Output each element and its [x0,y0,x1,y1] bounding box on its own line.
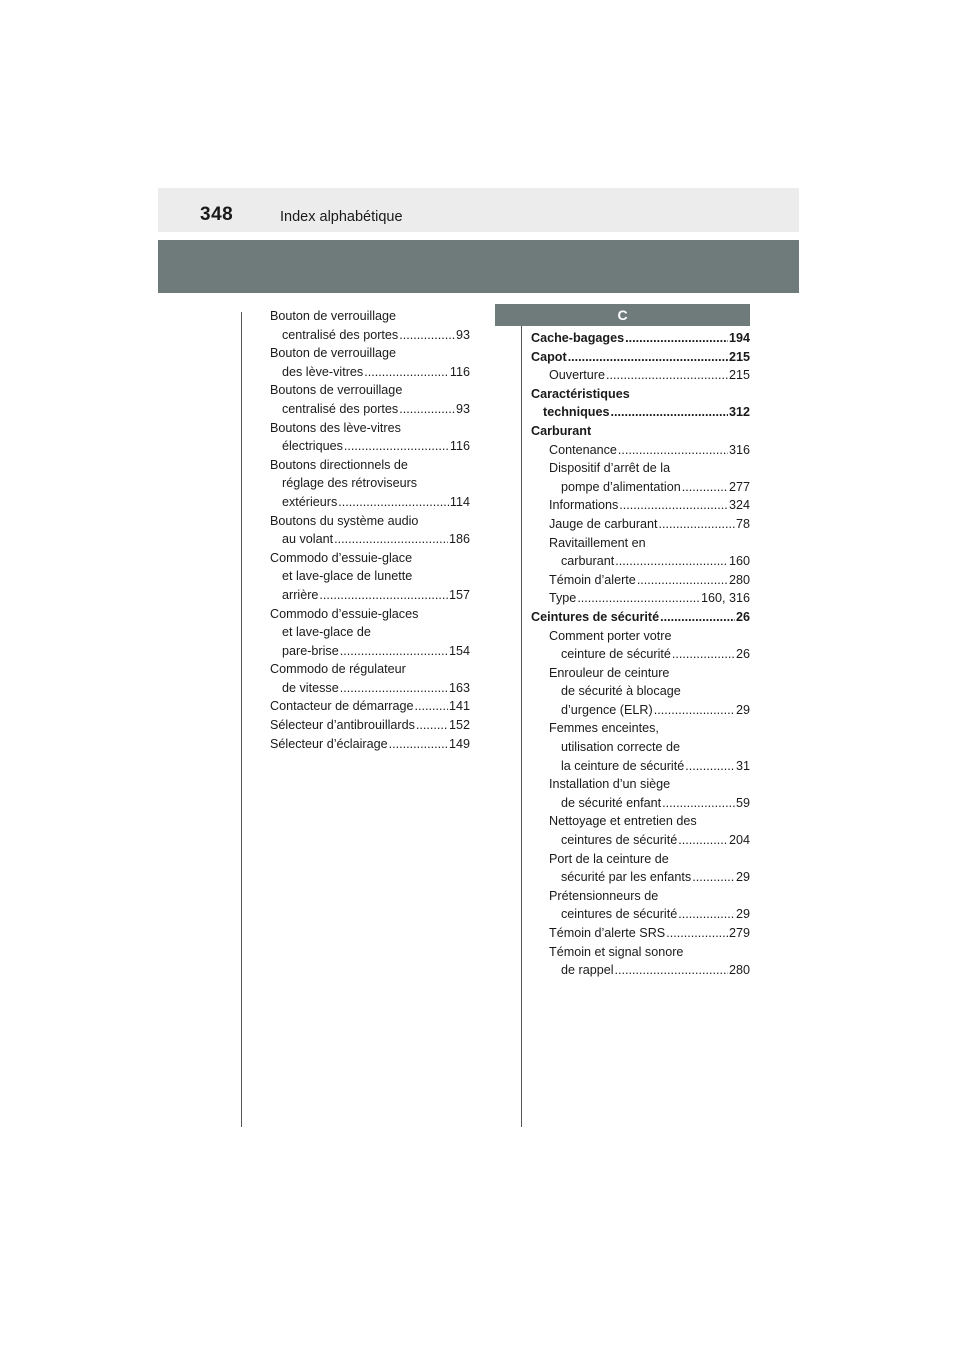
index-entry-text: sécurité par les enfants [561,870,692,885]
dot-leader [685,757,735,776]
index-entry-text: ceintures de sécurité [561,833,678,848]
index-entry-text: Femmes enceintes, [549,721,659,736]
index-entry-page: 204 [728,833,750,848]
index-entry-text: Boutons des lève-vitres [270,420,401,435]
dot-leader [625,329,728,348]
index-entry-text: Témoin d’alerte SRS [549,926,666,940]
index-entry-page: 160, 316 [700,591,750,606]
index-entry-page: 29 [735,870,750,885]
index-entry-text: de rappel [561,963,614,978]
index-entry [531,961,750,980]
index-entry [531,868,750,887]
index-entry-text: Ouverture [549,368,605,383]
index-entry [531,459,750,478]
index-entry-text: réglage des rétroviseurs [282,476,418,491]
dot-leader [678,831,728,850]
index-entry [270,697,470,716]
index-entry [270,567,470,586]
index-entry [531,627,750,646]
index-entry [531,422,750,441]
index-entry-text: de sécurité à blocage [561,684,681,699]
left-index-column [270,307,470,753]
dot-leader [615,552,728,571]
middle-column-rule [521,312,522,1127]
header-band [158,240,799,293]
dot-leader [662,794,735,813]
index-entry-page: 277 [728,479,750,494]
index-entry-page: 324 [728,498,750,513]
index-entry [270,344,470,363]
index-entry-page: 29 [735,907,750,922]
dot-leader [682,478,728,497]
dot-leader [672,645,735,664]
index-entry-text: Dispositif d’arrêt de la [549,461,671,476]
header-bar [158,188,799,232]
index-entry-text: Bouton de verrouillage [270,309,397,323]
index-entry-text: carburant [561,554,615,569]
index-entry-text: Ravitaillement en [549,535,646,550]
index-entry-text: électriques [282,439,343,454]
index-entry-text: arrière [282,587,319,602]
index-entry [531,385,750,404]
index-entry [531,831,750,850]
index-entry [531,645,750,664]
index-entry [531,552,750,571]
index-entry-text: la ceinture de sécurité [561,758,685,773]
index-entry [531,441,750,460]
index-entry [531,719,750,738]
index-entry [270,363,470,382]
index-entry-page: 163 [448,680,470,695]
index-entry [531,664,750,683]
index-entry [531,738,750,757]
index-entry-page: 186 [448,532,470,547]
index-entry-text: extérieurs [282,494,338,509]
index-entry-text: Port de la ceinture de [549,851,669,866]
index-entry [531,403,750,422]
index-entry-text: Prétensionneurs de [549,888,659,903]
index-entry-text: Comment porter votre [549,628,672,643]
dot-leader [338,493,449,512]
index-entry-text: techniques [543,405,610,420]
dot-leader [389,735,448,754]
index-entry [531,943,750,962]
index-entry-page: 114 [449,494,470,509]
index-entry-text: pare-brise [282,643,339,658]
dot-leader [399,400,455,419]
index-entry [270,400,470,419]
index-entry [531,812,750,831]
index-entry-page: 157 [448,587,470,602]
index-entry-text: Jauge de carburant [549,516,658,531]
index-entry-page: 280 [728,963,750,978]
index-entry-text: Installation d’un siège [549,777,671,792]
index-entry-text: et lave-glace de [282,625,371,640]
index-entry [531,850,750,869]
index-entry-text: Contenance [549,442,617,457]
index-entry-page: 78 [735,516,750,531]
index-entry [531,589,750,608]
index-entry [270,530,470,549]
index-entry-text: Témoin et signal sonore [549,944,684,959]
index-entry-page: 160 [728,554,750,569]
index-entry-text: Contacteur de démarrage [270,699,414,714]
dot-leader [610,403,728,422]
dot-leader [659,515,735,534]
index-entry-page: 279 [728,926,750,940]
index-entry [531,515,750,534]
dot-leader [615,961,728,980]
page-number: 348 [200,204,234,225]
index-entry [270,437,470,456]
index-entry-text: et lave-glace de lunette [282,569,413,584]
index-entry [531,478,750,497]
index-entry [531,534,750,553]
index-entry-text: Type [549,591,577,606]
index-entry-text: au volant [282,532,334,547]
index-entry [270,549,470,568]
index-entry-text: Commodo de régulateur [270,662,406,677]
index-entry-page: 149 [448,736,470,751]
dot-leader [606,366,728,385]
index-entry [270,660,470,679]
index-entry [531,775,750,794]
index-entry-text: Caractéristiques [531,386,630,401]
dot-leader [399,326,455,345]
index-entry-page: 116 [449,439,470,454]
index-entry [270,419,470,438]
dot-leader [340,642,448,661]
index-entry [531,905,750,924]
index-entry [270,623,470,642]
index-entry-text: Carburant [531,423,592,438]
index-entry-text: pompe d’alimentation [561,479,681,494]
index-entry-text: centralisé des portes [282,327,399,342]
index-entry [270,493,470,512]
index-entry [531,329,750,348]
index-entry-text: Informations [549,498,619,513]
index-entry-text: Nettoyage et entretien des [549,814,697,829]
index-entry-text: Capot [531,349,567,364]
index-entry-text: Ceintures de sécurité [531,609,660,624]
index-entry [270,326,470,345]
index-entry-page: 26 [735,647,750,662]
index-entry-text: Boutons du système audio [270,513,419,528]
index-entry [270,735,470,754]
index-entry-page: 215 [728,368,750,383]
index-entry-text: Sélecteur d’antibrouillards [270,718,415,733]
index-entry-text: Sélecteur d’éclairage [270,736,388,751]
dot-leader [340,679,448,698]
index-entry-page: 194 [728,331,750,345]
index-entry [531,794,750,813]
index-entry-page: 29 [735,702,750,717]
dot-leader [654,701,735,720]
index-entry-page: 154 [448,643,470,658]
index-entry-text: Bouton de verrouillage [270,346,397,361]
index-entry [270,586,470,605]
index-entry-text: Boutons de verrouillage [270,383,403,398]
index-entry-page: 31 [735,758,750,773]
index-entry-text: utilisation correcte de [561,740,681,755]
index-entry [531,348,750,367]
index-entry-page: 93 [455,401,470,416]
dot-leader [416,716,448,735]
right-index-column [531,329,750,980]
index-entry-page: 59 [735,795,750,810]
dot-leader [637,571,728,590]
index-entry-text: Cache-bagages [531,331,625,345]
dot-leader [660,608,735,627]
index-entry [270,512,470,531]
index-entry-text: Boutons directionnels de [270,457,408,472]
index-entry-text: ceintures de sécurité [561,907,678,922]
dot-leader [678,905,735,924]
index-entry-text: de sécurité enfant [561,795,662,810]
index-entry [531,571,750,590]
dot-leader [577,589,700,608]
index-entry-page: 116 [449,364,470,379]
index-entry [531,887,750,906]
index-entry [531,924,750,943]
index-entry [270,307,470,326]
index-entry-page: 280 [728,572,750,587]
index-entry-text: Enrouleur de ceinture [549,665,670,680]
index-entry [531,608,750,627]
index-entry [531,496,750,515]
dot-leader [666,924,728,943]
dot-leader [344,437,449,456]
dot-leader [334,530,448,549]
index-entry-text: de vitesse [282,680,339,695]
index-entry [270,474,470,493]
index-entry [270,679,470,698]
index-entry-page: 316 [728,442,750,457]
index-entry-text: Commodo d’essuie-glaces [270,606,419,621]
index-entry-page: 141 [448,699,470,714]
index-entry-text: ceinture de sécurité [561,647,671,662]
dot-leader [415,697,448,716]
index-entry-page: 215 [728,349,750,364]
index-entry [531,757,750,776]
index-entry [531,701,750,720]
index-entry-text: centralisé des portes [282,401,399,416]
letter-tab-c: C [495,304,750,326]
index-entry [270,381,470,400]
index-entry [531,682,750,701]
index-entry [270,716,470,735]
index-entry [531,366,750,385]
dot-leader [568,348,728,367]
index-entry-text: Témoin d’alerte [549,572,636,587]
index-entry-page: 26 [735,609,750,624]
index-entry-text: des lève-vitres [282,364,364,379]
dot-leader [319,586,448,605]
index-entry [270,456,470,475]
dot-leader [692,868,735,887]
left-column-rule [241,312,242,1127]
dot-leader [364,363,449,382]
dot-leader [619,496,728,515]
section-title: Index alphabétique [280,209,403,225]
index-entry-page: 152 [448,718,470,733]
index-entry-text: Commodo d’essuie-glace [270,550,413,565]
index-entry [270,605,470,624]
index-entry-page: 312 [728,405,750,420]
index-entry-text: d’urgence (ELR) [561,702,653,717]
index-entry-page: 93 [455,327,470,342]
index-entry [270,642,470,661]
dot-leader [618,441,728,460]
